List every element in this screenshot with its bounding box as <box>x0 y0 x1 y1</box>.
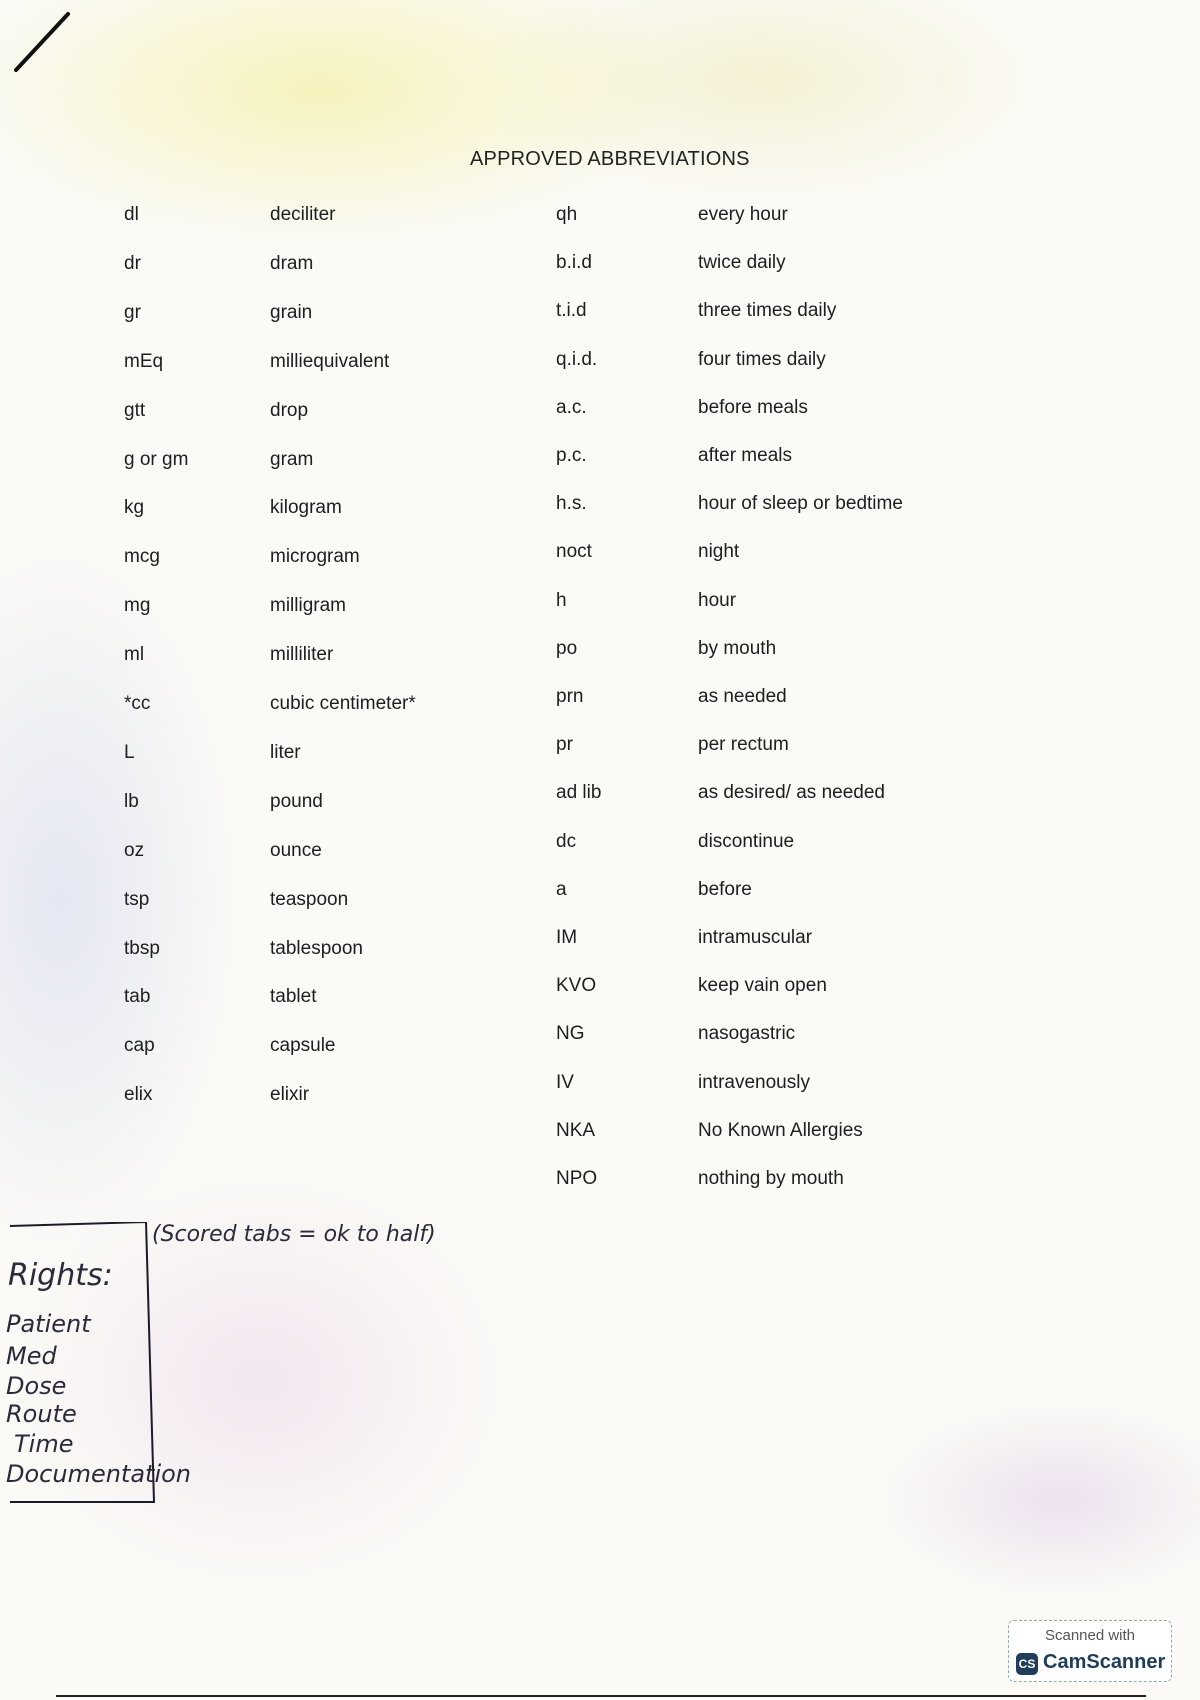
abbreviation-meaning: intramuscular <box>698 927 813 948</box>
abbreviation: t.i.d <box>556 300 587 322</box>
abbreviation: oz <box>124 839 145 861</box>
camscanner-logo-icon: CS <box>1016 1653 1038 1675</box>
watermark-caption: Scanned with <box>1044 1627 1136 1644</box>
abbreviation: dr <box>124 252 141 274</box>
abbreviation-meaning: elixir <box>270 1084 310 1106</box>
abbreviation: noct <box>556 541 592 563</box>
document-title: APPROVED ABBREVIATIONS <box>470 148 750 170</box>
abbreviation-meaning: tablespoon <box>270 937 363 959</box>
abbreviation-meaning: before <box>698 878 752 900</box>
abbreviation-meaning: hour of sleep or bedtime <box>698 493 903 515</box>
abbreviation-meaning: liter <box>270 741 301 763</box>
rights-item: Patient <box>6 1310 91 1338</box>
abbreviation: po <box>556 637 578 659</box>
abbreviation-meaning: cubic centimeter* <box>270 693 416 714</box>
abbreviation-meaning: twice daily <box>698 252 786 274</box>
abbreviation-meaning: milliequivalent <box>270 350 390 372</box>
rights-item: Med <box>6 1342 57 1370</box>
rights-item: Time <box>14 1430 74 1458</box>
abbreviation: IV <box>556 1071 574 1093</box>
abbreviation-meaning: teaspoon <box>270 888 349 910</box>
abbreviation-meaning: nasogastric <box>698 1023 796 1045</box>
abbreviation-meaning: nothing by mouth <box>698 1168 844 1189</box>
abbreviation: g or gm <box>124 448 189 470</box>
rights-item: Documentation <box>6 1460 192 1488</box>
abbreviation: mcg <box>124 546 160 568</box>
abbreviation: h.s. <box>556 493 587 515</box>
abbreviation-meaning: gram <box>270 448 314 470</box>
abbreviation-meaning: ounce <box>270 839 322 861</box>
abbreviation: prn <box>556 686 584 707</box>
rights-item: Dose <box>6 1372 67 1400</box>
abbreviation: mEq <box>124 350 164 372</box>
abbreviation-meaning: milligram <box>270 595 346 617</box>
abbreviation: b.i.d <box>556 252 592 274</box>
abbreviation: ad lib <box>556 782 602 804</box>
abbreviation-meaning: keep vain open <box>698 975 827 997</box>
abbreviation-meaning: discontinue <box>698 830 795 852</box>
abbreviation: NPO <box>556 1168 598 1189</box>
abbreviation: tsp <box>124 888 150 910</box>
camscanner-watermark <box>1008 1620 1172 1682</box>
abbreviation: cap <box>124 1035 155 1057</box>
rights-item: Route <box>6 1400 77 1428</box>
abbreviation: gtt <box>124 399 146 421</box>
abbreviation-meaning: No Known Allergies <box>698 1119 863 1141</box>
abbreviation: qh <box>556 204 578 225</box>
abbreviation: dl <box>124 204 139 225</box>
abbreviation: NG <box>556 1023 585 1045</box>
abbreviation: tab <box>124 986 151 1008</box>
abbreviation: q.i.d. <box>556 348 598 370</box>
abbreviation: mg <box>124 595 151 617</box>
abbreviation: IM <box>556 927 578 948</box>
abbreviation: p.c. <box>556 445 587 466</box>
abbreviation-meaning: every hour <box>698 204 788 225</box>
abbreviation: a <box>556 878 567 900</box>
abbreviation-meaning: night <box>698 541 740 563</box>
abbreviation-meaning: pound <box>270 790 323 812</box>
abbreviation-meaning: intravenously <box>698 1071 810 1093</box>
pen-slash-mark <box>10 6 90 86</box>
abbreviation: kg <box>124 497 145 519</box>
abbreviation-meaning: kilogram <box>270 497 342 519</box>
rights-title: Rights: <box>8 1258 113 1293</box>
watermark-brand: CamScanner <box>1043 1651 1166 1673</box>
abbreviation: NKA <box>556 1119 596 1141</box>
abbreviation: elix <box>124 1084 153 1106</box>
abbreviation-meaning: by mouth <box>698 637 777 659</box>
abbreviation-meaning: as needed <box>698 686 787 707</box>
abbreviation: *cc <box>124 693 151 714</box>
abbreviation: a.c. <box>556 396 587 418</box>
scored-tabs-note: (Scored tabs = ok to half) <box>152 1222 436 1247</box>
abbreviation-meaning: capsule <box>270 1035 336 1057</box>
abbreviation: lb <box>124 790 139 812</box>
abbreviation-meaning: dram <box>270 252 314 274</box>
abbreviation: KVO <box>556 975 597 997</box>
abbreviation-meaning: four times daily <box>698 348 826 370</box>
abbreviation-meaning: as desired/ as needed <box>698 782 885 804</box>
bottom-rule <box>56 1695 1146 1697</box>
abbreviation: dc <box>556 830 577 852</box>
abbreviation-meaning: deciliter <box>270 204 336 225</box>
abbreviation: gr <box>124 301 141 323</box>
abbreviation: h <box>556 589 567 611</box>
abbreviation-meaning: before meals <box>698 396 808 418</box>
abbreviation: L <box>124 741 135 763</box>
abbreviation-meaning: three times daily <box>698 300 837 322</box>
abbreviation: ml <box>124 644 145 666</box>
abbreviation-meaning: grain <box>270 301 313 323</box>
abbreviation-meaning: hour <box>698 589 737 611</box>
abbreviation-meaning: microgram <box>270 546 360 568</box>
abbreviation-meaning: milliliter <box>270 644 334 666</box>
abbreviation-meaning: drop <box>270 399 309 421</box>
abbreviation-meaning: after meals <box>698 445 792 466</box>
abbreviation-meaning: per rectum <box>698 734 789 756</box>
abbreviation: tbsp <box>124 937 160 959</box>
abbreviation-meaning: tablet <box>270 986 317 1008</box>
abbreviation: pr <box>556 734 573 756</box>
